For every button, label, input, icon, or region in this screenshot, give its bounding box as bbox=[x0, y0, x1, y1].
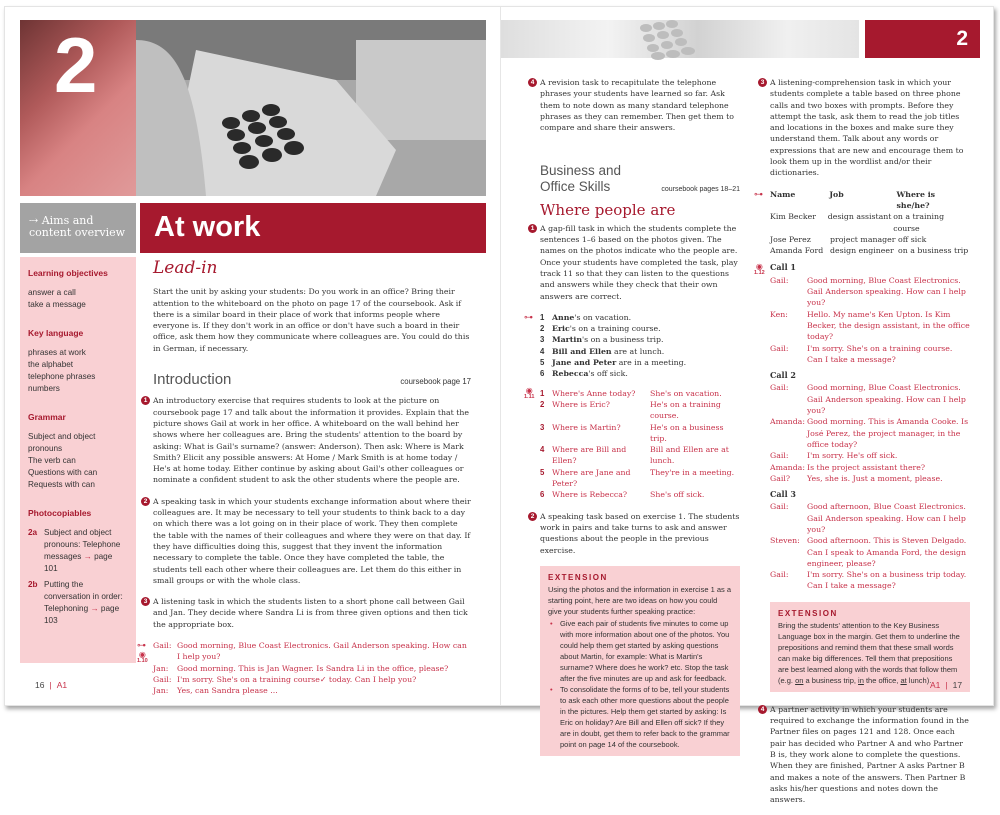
n: 1 bbox=[540, 312, 545, 322]
qa-transcript bbox=[524, 385, 740, 501]
line: I'm sorry. She's on a training course✓ today. Can I help you? bbox=[177, 674, 417, 684]
cd-icon[interactable]: ◉ 1.11 bbox=[524, 385, 535, 400]
sidebar-item: Subject and object pronouns bbox=[28, 432, 96, 453]
question: Where is Martin? bbox=[552, 422, 621, 432]
right-column-a bbox=[524, 77, 740, 756]
answer-table bbox=[754, 188, 970, 257]
gutter bbox=[500, 7, 501, 705]
intro-item-1 bbox=[143, 395, 471, 485]
page-number: 16 bbox=[35, 680, 45, 690]
cell: project manager bbox=[830, 234, 896, 244]
key-icon: ⊶ bbox=[524, 311, 533, 322]
item-text: An introductory exercise that requires students to look at the picture on coursebook page 17 and talk about the information it provides. Explain that the picture shows Gail at work in her office. A whiteboard on the wall behind her shows where her colleagues are. Bring the students' attention to the board by asking: What is Gail's surname? (answer: Anderson). Then ask: Where is Mark Smith? Elicit any possible answers: At Home / Mark Smith is at home today / He's at home today. Either continue by asking about Gail's other colleagues or nominate a confident student to ask the other students where the people are. bbox=[153, 396, 470, 485]
sidebar-item: phrases at work bbox=[28, 348, 86, 357]
dialogue-line bbox=[153, 663, 471, 674]
number-bullet: 4 bbox=[758, 705, 767, 714]
call-line bbox=[770, 309, 970, 343]
line: Good morning. This is Amanda Cooke. Is José Perez, the project manager, in the office today? bbox=[807, 417, 969, 449]
sidebar-item: telephone phrases bbox=[28, 372, 96, 381]
item-text: A revision task to recapitulate the telephone phrases your students have learned so far. Ask them to note down as many standard telephone phrases as they can remember. Then get them to compare and share their answers. bbox=[540, 78, 734, 133]
telephone-photo-strip bbox=[501, 20, 859, 58]
right-folio: A1 | 17 bbox=[930, 680, 963, 690]
line: Yes, she is. Just a moment, please. bbox=[807, 473, 943, 483]
speaker: Steven: bbox=[770, 536, 800, 546]
t: a business trip, bbox=[803, 675, 859, 685]
extension-intro: Using the photos and the information in exercise 1 as a starting point, here are two ideas on how you could give your students further speaking practice: bbox=[548, 584, 732, 616]
speaker: Gail: bbox=[153, 674, 172, 684]
qa-row bbox=[540, 422, 740, 445]
speaker: Gail? bbox=[770, 473, 791, 483]
n: 4 bbox=[540, 445, 545, 455]
book-spread bbox=[4, 6, 994, 805]
introduction-heading: Introduction bbox=[153, 371, 232, 389]
table-header bbox=[770, 189, 970, 212]
left-main-column bbox=[137, 258, 471, 697]
track-number: 1.10 bbox=[137, 658, 148, 665]
question: Where are Jane and Peter? bbox=[552, 467, 631, 489]
call-line bbox=[770, 569, 970, 592]
aims-overview-link[interactable] bbox=[20, 203, 136, 253]
qa-row bbox=[540, 388, 740, 399]
line: I'm sorry. He's off sick. bbox=[807, 451, 898, 461]
item-text: A listening-comprehension task in which your students complete a table based on three phone calls and two boxes with prompts. Before they attempt the task, ask them to read the job titles and locations in the boxes and make sure they understand them. Talk about any words or expressions that are new and encourage them to look them up in the wordlist and/or their dictionaries. bbox=[770, 78, 964, 178]
sidebar-heading: Learning objectives bbox=[28, 268, 108, 278]
number-bullet: 2 bbox=[141, 497, 150, 506]
answer: They're in a meeting. bbox=[650, 467, 735, 477]
sidebar-heading: Photocopiables bbox=[28, 508, 92, 518]
rest: 's on a business trip. bbox=[582, 335, 664, 345]
n: 6 bbox=[540, 369, 545, 379]
answer-row bbox=[540, 346, 740, 357]
n: 2 bbox=[540, 324, 545, 334]
speaker: Gail: bbox=[770, 502, 789, 512]
rest: 's on a training course. bbox=[569, 324, 661, 334]
cd-icon[interactable]: ◉ 1.12 bbox=[754, 262, 765, 277]
sidebar-item: Requests with can bbox=[28, 480, 95, 489]
dialogue-transcript bbox=[137, 640, 471, 696]
photocopiable-2b[interactable] bbox=[28, 579, 128, 627]
photocopiable-page: page 103 bbox=[44, 604, 120, 625]
cell: design engineer bbox=[830, 246, 894, 256]
call-title: Call 2 bbox=[770, 370, 796, 381]
call-line bbox=[770, 416, 970, 450]
sidebar-group-grammar bbox=[28, 411, 128, 491]
item-text: A partner activity in which your students are required to exchange the information found in the Partner files on pages 121 and 128. Once each pair has decided who Partner A and who Partner B is, they work alone to complete the questions. When they are finished, Partner A asks Partner B and makes a note of the answers. Then Partner B asks his/her questions and notes down the answers. bbox=[770, 704, 969, 805]
sidebar-heading: Key language bbox=[28, 328, 84, 338]
photocopiable-2a[interactable] bbox=[28, 527, 128, 575]
name: Bill and Ellen bbox=[552, 346, 612, 356]
sidebar-overview bbox=[20, 257, 136, 663]
unit-title-bar bbox=[140, 203, 486, 253]
n: 1 bbox=[540, 388, 545, 398]
prep: at bbox=[900, 675, 907, 685]
item-4-revision bbox=[530, 77, 740, 133]
question: Where is Rebecca? bbox=[552, 490, 628, 500]
sidebar-item: take a message bbox=[28, 300, 86, 309]
call-line bbox=[770, 382, 970, 416]
number-bullet: 1 bbox=[528, 224, 537, 233]
arrow-right-icon: → bbox=[83, 552, 92, 561]
sidebar-group-key-language bbox=[28, 327, 128, 395]
table-row bbox=[770, 234, 970, 245]
call-line bbox=[770, 473, 970, 484]
cell: Jose Perez bbox=[770, 234, 811, 244]
exercise-3 bbox=[760, 77, 970, 179]
line: Good morning, Blue Coast Electronics. Gail Anderson speaking. How can I help you? bbox=[807, 275, 966, 308]
table-row bbox=[770, 211, 970, 234]
line: I'm sorry. She's on a business trip today. Can I take a message? bbox=[807, 570, 967, 591]
speaker: Gail: bbox=[770, 451, 789, 461]
speaker: Gail: bbox=[770, 383, 789, 393]
sidebar-heading: Grammar bbox=[28, 412, 66, 422]
call-transcripts bbox=[754, 262, 970, 591]
section-title bbox=[540, 163, 621, 195]
name: Eric bbox=[552, 324, 570, 334]
sidebar-group-photocopiables bbox=[28, 507, 128, 627]
intro-item-3 bbox=[143, 596, 471, 630]
t: lunch). bbox=[906, 675, 932, 685]
answer-row bbox=[540, 368, 740, 379]
n: 3 bbox=[540, 422, 545, 432]
key-icon: ⊶ bbox=[137, 640, 146, 651]
speaker: Jan: bbox=[153, 686, 169, 696]
rest: are at lunch. bbox=[611, 346, 665, 356]
photocopiable-code: 2a bbox=[28, 528, 38, 537]
answer: He's on a training course. bbox=[650, 399, 721, 421]
item-text: A gap-fill task in which the students complete the sentences 1–6 based on the photos given. The names on the photos indicate who the people are. Once your students have completed the task, play track 11 so that they can listen to the questions and answers while they check that their own answers are correct. bbox=[540, 223, 738, 301]
answer-key-list bbox=[524, 311, 740, 380]
answer: Bill and Ellen are at lunch. bbox=[650, 445, 729, 466]
cell: design assistant bbox=[827, 212, 892, 222]
aims-link-label: ⇢ Aims and content overview bbox=[29, 214, 126, 239]
line: Good morning. This is Jan Wagner. Is Sandra Li in the office, please? bbox=[177, 663, 449, 673]
left-folio: 16 | A1 bbox=[35, 680, 68, 690]
line: Good afternoon. This is Steven Delgado. Can I speak to Amanda Ford, the design engineer, please? bbox=[807, 536, 967, 568]
extension-bullet: • To consolidate the forms of to be, tell your students to ask each other more questions about the people in the pictures. Help them get started by asking: Is Eric on holiday? Are Bill and Ellen off sick? If they are in doubt, get them to refer back to the grammar point on page 14 of the coursebook. bbox=[548, 684, 732, 750]
call-line bbox=[770, 501, 970, 535]
coursebook-ref: coursebook page 17 bbox=[400, 377, 471, 387]
photocopiable-code: 2b bbox=[28, 580, 38, 589]
unit-number-tab bbox=[865, 20, 980, 58]
rest: 's off sick. bbox=[588, 369, 628, 379]
sidebar-item: The verb can bbox=[28, 456, 76, 465]
call-line bbox=[770, 462, 970, 473]
call-line bbox=[770, 343, 970, 366]
qa-row bbox=[540, 399, 740, 422]
n: 5 bbox=[540, 358, 545, 368]
qa-row bbox=[540, 489, 740, 500]
rest: are in a meeting. bbox=[616, 358, 687, 368]
sidebar-item: answer a call bbox=[28, 288, 76, 297]
cell: off sick bbox=[898, 234, 927, 244]
sidebar-item: the alphabet bbox=[28, 360, 74, 369]
dialogue-line bbox=[153, 674, 471, 685]
number-bullet: 4 bbox=[528, 78, 537, 87]
question: Where's Anne today? bbox=[552, 388, 636, 398]
call-line bbox=[770, 535, 970, 569]
prep: on bbox=[795, 675, 804, 685]
item-text: A speaking task based on exercise 1. The students work in pairs and take turns to ask and answer questions about the people in the previous exercise. bbox=[540, 511, 740, 555]
speaker: Gail: bbox=[770, 275, 789, 285]
line: Good afternoon, Blue Coast Electronics. Gail Anderson speaking. How can I help you? bbox=[807, 502, 966, 534]
line: Good morning, Blue Coast Electronics. Gail Anderson speaking. How can I help you? bbox=[807, 383, 966, 416]
line: Yes, can Sandra please ... bbox=[177, 686, 278, 696]
call-title: Call 3 bbox=[770, 489, 796, 500]
subsection-title: Where people are bbox=[540, 201, 676, 220]
key-icon: ⊶ bbox=[754, 188, 763, 199]
cell: Amanda Ford bbox=[770, 246, 824, 256]
photocopiable-text: Putting the conversation in order: Telephoning bbox=[44, 580, 123, 613]
number-bullet: 2 bbox=[528, 512, 537, 521]
right-column-b bbox=[754, 77, 970, 815]
page-number: 17 bbox=[952, 680, 963, 690]
line: I'm sorry. She's on a training course. Can I take a message? bbox=[807, 343, 953, 364]
sidebar-group-objectives bbox=[28, 267, 128, 311]
answer-row bbox=[540, 312, 740, 323]
dialogue-line bbox=[153, 685, 471, 696]
introduction-header bbox=[153, 371, 471, 389]
cd-icon[interactable]: ◉ 1.10 bbox=[137, 650, 148, 665]
lead-in-text: Start the unit by asking your students: Do you work in an office? Bring their attention to the whiteboard on the photo on page 17 of the coursebook. Ask if there is a similar board in their place of work that informs people where everyone is. If they don't work in an office or don't have such a board in their office, ask them how they communicate where colleagues are. You could do this in German, if necessary. bbox=[153, 287, 470, 353]
number-bullet: 3 bbox=[758, 78, 767, 87]
qa-row bbox=[540, 444, 740, 467]
col-header: Name bbox=[770, 189, 796, 199]
exercise-2 bbox=[530, 511, 740, 556]
cell: Kim Becker bbox=[770, 212, 816, 222]
dialogue-line bbox=[153, 640, 471, 663]
item-text: A listening task in which the students listen to a short phone call between Gail and Jan. They decide where Sandra Li is from three given options and then tick the appropriate box. bbox=[153, 597, 468, 629]
speaker: Amanda: bbox=[770, 462, 805, 472]
unit-number-block bbox=[20, 20, 136, 196]
cell: on a business trip bbox=[898, 246, 969, 256]
name: Rebecca bbox=[552, 369, 589, 379]
t: the office, bbox=[863, 675, 901, 685]
sidebar-item: numbers bbox=[28, 384, 60, 393]
name: Anne bbox=[552, 312, 575, 322]
telephone-photo bbox=[136, 20, 486, 196]
line: Is the project assistant there? bbox=[807, 462, 926, 472]
section-title-line: Business and bbox=[540, 163, 622, 179]
speaker: Jan: bbox=[153, 663, 169, 673]
speaker: Ken: bbox=[770, 309, 788, 319]
section-title-line: Office Skills bbox=[540, 179, 611, 195]
item-text: A speaking task in which your students exchange information about where their colleagues are. It may be necessary to tell your students to think back to a day on which there was a lot going on in their place of work. They then complete the table with the names of their colleagues and where they were on that day. If they have difficulties doing this, suggest that they invent the information necessary to complete the table. Once they have completed the table, the students tell each other where their colleagues are. Let them do this either in small groups or with the whole class. bbox=[153, 496, 471, 585]
col-header: Where is she/he? bbox=[896, 189, 936, 210]
call-line bbox=[770, 275, 970, 309]
exercise-1 bbox=[530, 223, 740, 302]
extension-bullets bbox=[548, 618, 732, 750]
arrow-right-icon: → bbox=[90, 604, 99, 613]
answer-row bbox=[540, 357, 740, 368]
answer: He's on a business trip. bbox=[650, 422, 724, 443]
call-line bbox=[770, 450, 970, 461]
col-header: Job bbox=[829, 189, 844, 199]
intro-item-2 bbox=[143, 496, 471, 586]
rest: 's on vacation. bbox=[574, 312, 632, 322]
level: A1 bbox=[56, 680, 68, 690]
extension-bullet: • Give each pair of students five minutes to come up with more information about one of the photos. You could help them get started by asking questions about Martin, for example: What is Martin's surname? Where does he work? etc. Stop the task after the five minutes are up and ask for feedback. bbox=[548, 618, 732, 684]
n: 3 bbox=[540, 335, 545, 345]
n: 5 bbox=[540, 467, 545, 477]
section-header bbox=[540, 163, 740, 195]
photocopiable-page: page 101 bbox=[44, 552, 113, 573]
answer: She's off sick. bbox=[650, 490, 705, 500]
n: 4 bbox=[540, 346, 545, 356]
answer: She's on vacation. bbox=[650, 388, 722, 398]
speaker: Gail: bbox=[770, 343, 789, 353]
extension-box bbox=[540, 566, 740, 756]
speaker: Gail: bbox=[770, 570, 789, 580]
answer-row bbox=[540, 323, 740, 334]
unit-number: 2 bbox=[956, 27, 968, 50]
qa-row bbox=[540, 467, 740, 490]
line: Hello. My name's Ken Upton. Is Kim Becker, the design assistant, in the office today? bbox=[807, 309, 970, 342]
n: 6 bbox=[540, 490, 545, 500]
speaker: Amanda: bbox=[770, 417, 805, 427]
table-row bbox=[770, 245, 970, 256]
question: Where is Eric? bbox=[552, 399, 610, 409]
n: 2 bbox=[540, 399, 545, 409]
extension-heading: EXTENSION bbox=[548, 572, 608, 582]
question: Where are Bill and Ellen? bbox=[552, 445, 627, 466]
prep: in bbox=[858, 675, 864, 685]
lead-in-heading: Lead-in bbox=[153, 258, 218, 278]
level: A1 bbox=[930, 680, 941, 690]
sidebar-item: Questions with can bbox=[28, 468, 98, 477]
photocopiable-text: Subject and object pronouns: Telephone messages bbox=[44, 528, 121, 561]
coursebook-ref: coursebook pages 18–21 bbox=[661, 186, 740, 194]
number-bullet: 1 bbox=[141, 396, 150, 405]
telephone-strip-image bbox=[501, 20, 859, 58]
extension-heading: EXTENSION bbox=[778, 608, 838, 618]
extension-text bbox=[778, 620, 962, 686]
answer-row bbox=[540, 334, 740, 345]
exercise-4 bbox=[760, 704, 970, 806]
line: Good morning, Blue Coast Electronics. Gail Anderson speaking. How can I help you? bbox=[177, 641, 467, 662]
name: Jane and Peter bbox=[552, 358, 617, 368]
t: Bring the students' attention to the Key Business Language box in the margin. Get them to underline the prepositions and remind them that these small words can make big differences. Tell them that prepositions are best learned along with the words that follow them (e.g. bbox=[778, 620, 960, 685]
telephone-image bbox=[136, 20, 486, 196]
unit-number: 2 bbox=[54, 21, 98, 109]
track-number: 1.11 bbox=[524, 393, 535, 400]
cell: on a training course bbox=[893, 212, 945, 233]
extension-box-2 bbox=[770, 602, 970, 692]
speaker: Gail: bbox=[153, 641, 172, 651]
call-title: Call 1 bbox=[770, 262, 796, 273]
track-number: 1.12 bbox=[754, 270, 765, 277]
name: Martin bbox=[552, 335, 583, 345]
unit-title: At work bbox=[154, 211, 261, 243]
number-bullet: 3 bbox=[141, 597, 150, 606]
